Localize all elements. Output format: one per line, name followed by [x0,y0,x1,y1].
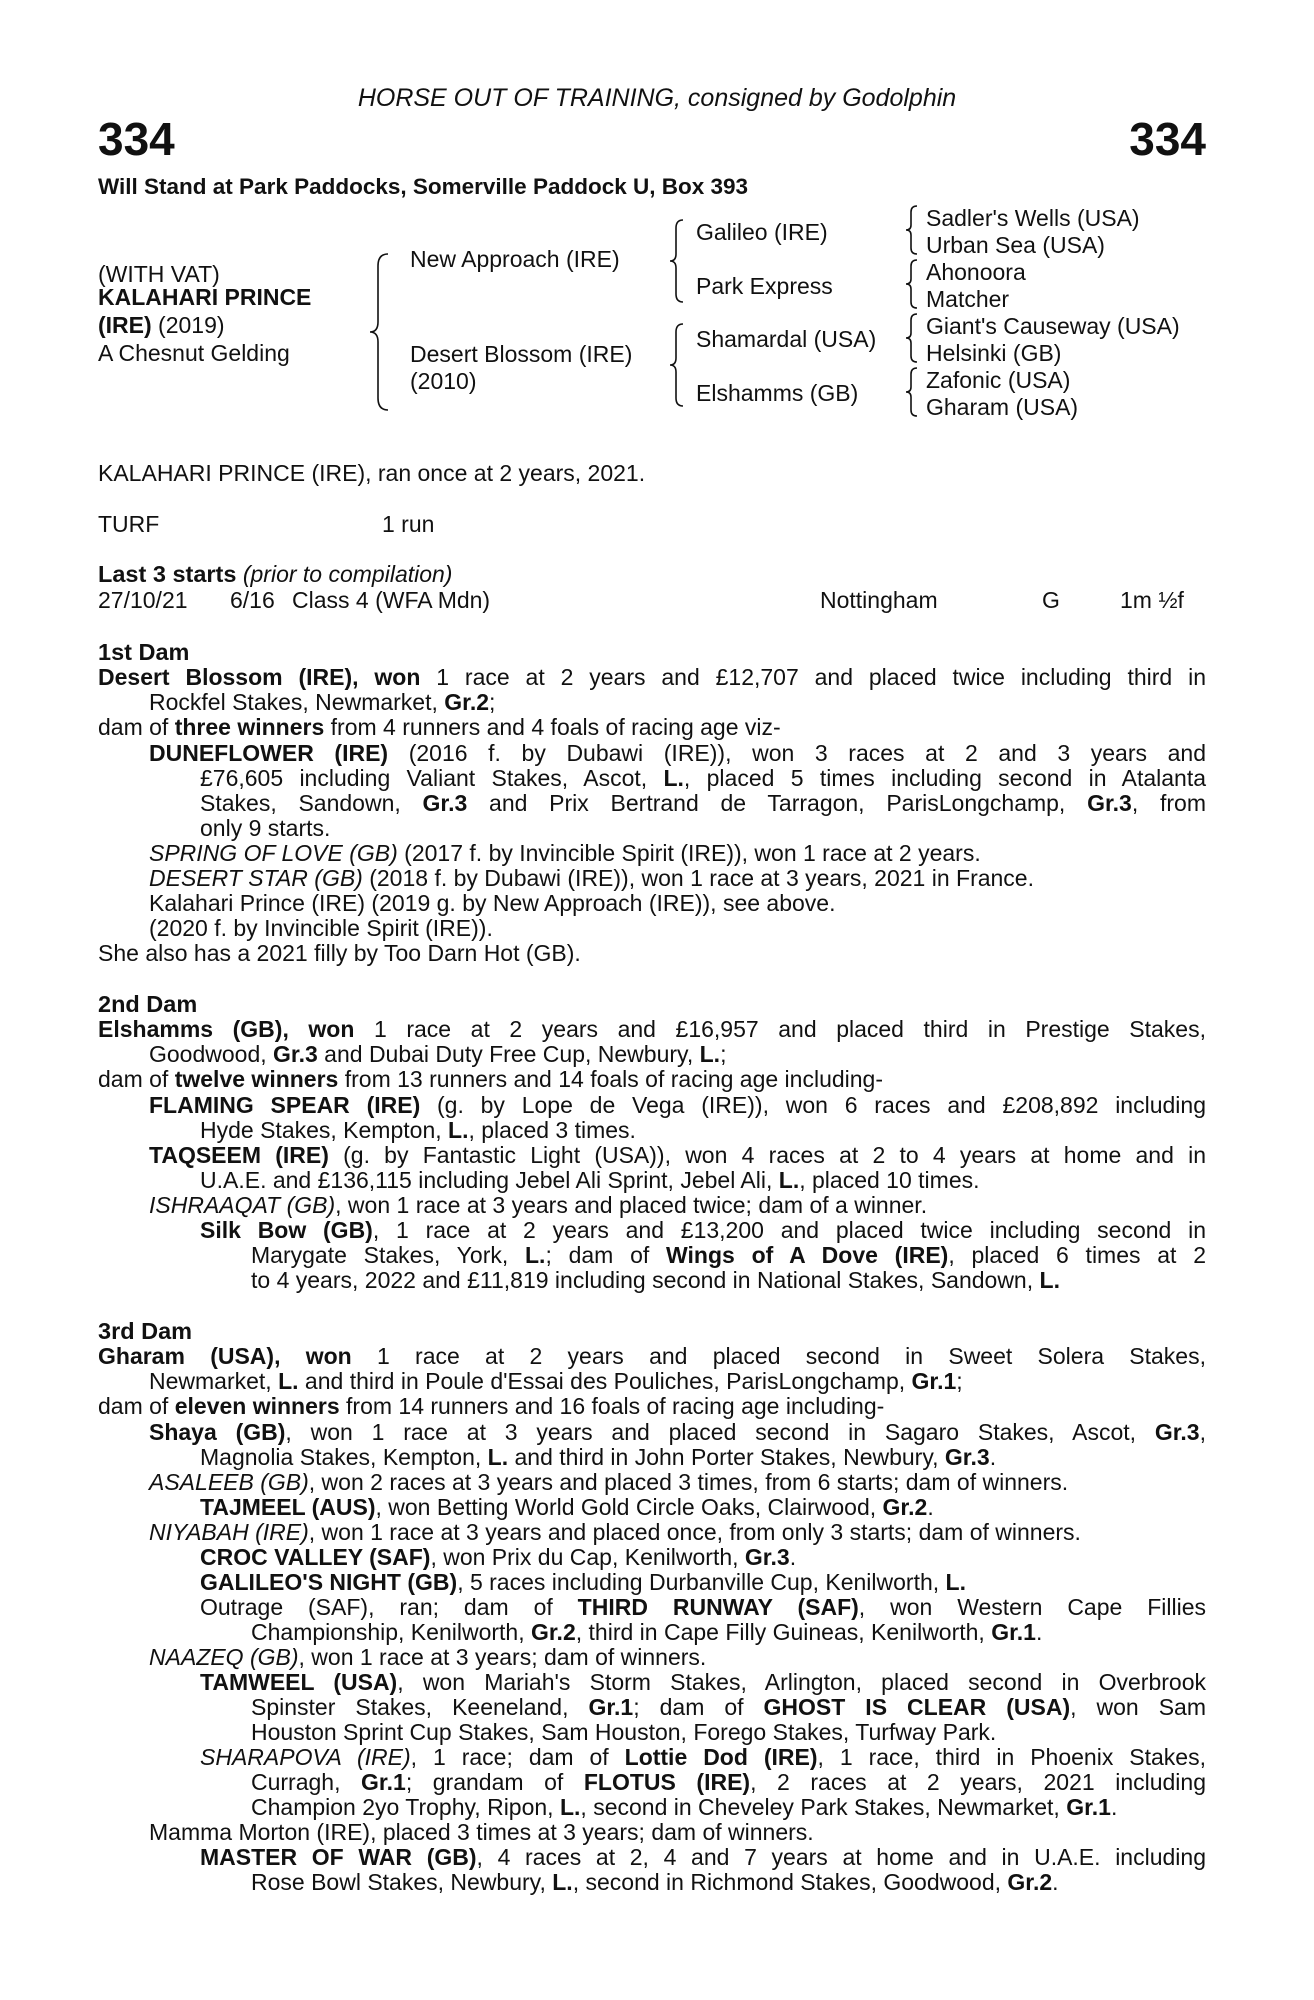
list-item: (2020 f. by Invincible Spirit (IRE)). [149,915,493,941]
horse-description: A Chesnut Gelding [98,340,290,366]
record-surface: TURF [98,511,160,537]
list-item: Rose Bowl Stakes, Newbury, L., second in Richmond Stakes, Goodwood, Gr.2. [251,1869,1059,1895]
start-course: Nottingham [820,587,938,613]
granddam-1: Urban Sea (USA) [926,232,1105,258]
brace-g2 [904,258,920,310]
list-item: DESERT STAR (GB) (2018 f. by Dubawi (IRE)), won 1 race at 3 years, 2021 in France. [149,865,1034,891]
dam-sire: Shamardal (USA) [696,326,877,352]
list-item: FLAMING SPEAR (IRE) (g. by Lope de Vega (IRE)), won 6 races and £208,892 including [149,1092,1206,1118]
list-item: TAQSEEM (IRE) (g. by Fantastic Light (USA)), won 4 races at 2 to 4 years at home and in [149,1142,1206,1168]
lot-number-left: 334 [98,113,175,165]
horse-name-suffix: (IRE) (2019) [98,312,225,338]
list-item: Shaya (GB), won 1 race at 3 years and placed second in Sagaro Stakes, Ascot, Gr.3, [149,1419,1206,1445]
grandsire-4: Zafonic (USA) [926,367,1071,393]
lot-number-right: 334 [1129,113,1206,165]
vat-note: (WITH VAT) [98,261,220,287]
list-item: MASTER OF WAR (GB), 4 races at 2, 4 and 7 years at home and in U.A.E. including [200,1844,1206,1870]
start-distance: 1m ½f [1120,587,1184,613]
brace-sire [668,218,686,304]
list-item: ASALEEB (GB), won 2 races at 3 years and placed 3 times, from 6 starts; dam of winners. [149,1469,1069,1495]
list-item: CROC VALLEY (SAF), won Prix du Cap, Kenilworth, Gr.3. [200,1544,797,1570]
dam: Desert Blossom (IRE) [410,341,633,367]
dam-line: Rockfel Stakes, Newmarket, Gr.2; [149,689,496,715]
list-item: She also has a 2021 filly by Too Darn Hot (GB). [98,940,581,966]
grandsire-2: Ahonoora [926,259,1026,285]
sire-dam: Park Express [696,273,833,299]
list-item: SHARAPOVA (IRE), 1 race; dam of Lottie Dod (IRE), 1 race, third in Phoenix Stakes, [200,1744,1206,1770]
list-item: TAMWEEL (USA), won Mariah's Storm Stakes, Arlington, placed second in Overbrook [200,1669,1206,1695]
grandsire-3: Giant's Causeway (USA) [926,313,1180,339]
granddam-2: Matcher [926,286,1010,312]
list-item: DUNEFLOWER (IRE) (2016 f. by Dubawi (IRE)), won 3 races at 2 and 3 years and [149,740,1206,766]
list-item: ISHRAAQAT (GB), won 1 race at 3 years and placed twice; dam of a winner. [149,1192,928,1218]
list-item: Kalahari Prince (IRE) (2019 g. by New Approach (IRE)), see above. [149,890,836,916]
start-position: 6/16 [230,587,275,613]
list-item: Mamma Morton (IRE), placed 3 times at 3 years; dam of winners. [149,1819,814,1845]
list-item: GALILEO'S NIGHT (GB), 5 races including Durbanville Cup, Kenilworth, L. [200,1569,966,1595]
dam-line: Gharam (USA), won 1 race at 2 years and placed second in Sweet Solera Stakes, [98,1343,1206,1369]
list-item: TAJMEEL (AUS), won Betting World Gold Circle Oaks, Clairwood, Gr.2. [200,1494,934,1520]
sire: New Approach (IRE) [410,246,620,272]
start-race: Class 4 (WFA Mdn) [292,587,491,613]
start-going: G [1042,587,1060,613]
list-item: to 4 years, 2022 and £11,819 including second in National Stakes, Sandown, L. [251,1267,1060,1293]
list-item: Curragh, Gr.1; grandam of FLOTUS (IRE), 2 races at 2 years, 2021 including [251,1769,1206,1795]
horse-name: KALAHARI PRINCE [98,284,312,310]
section-heading: 2nd Dam [98,991,198,1017]
dam-line: Desert Blossom (IRE), won 1 race at 2 years and £12,707 and placed twice including third in [98,664,1206,690]
list-item: Houston Sprint Cup Stakes, Sam Houston, Forego Stakes, Turfway Park. [251,1719,997,1745]
brace-g4 [904,366,920,418]
dam-year: (2010) [410,368,477,394]
list-item: £76,605 including Valiant Stakes, Ascot, L., placed 5 times including second in Atalanta [200,765,1207,791]
dam-line: Elshamms (GB), won 1 race at 2 years and £16,957 and placed third in Prestige Stakes, [98,1016,1206,1042]
section-heading: 3rd Dam [98,1318,193,1344]
list-item: Magnolia Stakes, Kempton, L. and third in John Porter Stakes, Newbury, Gr.3. [200,1444,997,1470]
list-item: only 9 starts. [200,815,331,841]
dam-line: dam of twelve winners from 13 runners and 14 foals of racing age including- [98,1066,883,1092]
sire-sire: Galileo (IRE) [696,219,828,245]
list-item: U.A.E. and £136,115 including Jebel Ali Sprint, Jebel Ali, L., placed 10 times. [200,1167,980,1193]
dam-line: dam of eleven winners from 14 runners and 16 foals of racing age including- [98,1393,885,1419]
granddam-4: Gharam (USA) [926,394,1079,420]
last-starts-heading: Last 3 starts (prior to compilation) [98,561,453,587]
dam-line: dam of three winners from 4 runners and 4 foals of racing age viz- [98,714,781,740]
section-heading: 1st Dam [98,639,190,665]
brace-g1 [904,204,920,256]
list-item: Silk Bow (GB), 1 race at 2 years and £13,200 and placed twice including second in [200,1217,1206,1243]
brace-main [368,252,392,412]
dam-dam: Elshamms (GB) [696,380,859,406]
list-item: Championship, Kenilworth, Gr.2, third in Cape Filly Guineas, Kenilworth, Gr.1. [251,1619,1043,1645]
race-summary: KALAHARI PRINCE (IRE), ran once at 2 years, 2021. [98,460,646,486]
grandsire-1: Sadler's Wells (USA) [926,205,1140,231]
list-item: NAAZEQ (GB), won 1 race at 3 years; dam of winners. [149,1644,707,1670]
record-runs: 1 run [382,511,435,537]
consignment-title: HORSE OUT OF TRAINING, consigned by Godolphin [357,84,957,112]
list-item: Marygate Stakes, York, L.; dam of Wings of A Dove (IRE), placed 6 times at 2 [251,1242,1206,1268]
list-item: Spinster Stakes, Keeneland, Gr.1; dam of GHOST IS CLEAR (USA), won Sam [251,1694,1207,1720]
brace-g3 [904,312,920,364]
start-date: 27/10/21 [98,587,188,613]
granddam-3: Helsinki (GB) [926,340,1062,366]
list-item: Outrage (SAF), ran; dam of THIRD RUNWAY (SAF), won Western Cape Fillies [200,1594,1206,1620]
list-item: Champion 2yo Trophy, Ripon, L., second in Cheveley Park Stakes, Newmarket, Gr.1. [251,1794,1118,1820]
stand-location: Will Stand at Park Paddocks, Somerville Paddock U, Box 393 [98,174,749,199]
brace-dam [668,322,686,408]
dam-line: Newmarket, L. and third in Poule d'Essai des Pouliches, ParisLongchamp, Gr.1; [149,1368,963,1394]
list-item: Stakes, Sandown, Gr.3 and Prix Bertrand de Tarragon, ParisLongchamp, Gr.3, from [200,790,1206,816]
list-item: NIYABAH (IRE), won 1 race at 3 years and placed once, from only 3 starts; dam of winners. [149,1519,1081,1545]
dam-line: Goodwood, Gr.3 and Dubai Duty Free Cup, Newbury, L.; [149,1041,727,1067]
list-item: SPRING OF LOVE (GB) (2017 f. by Invincible Spirit (IRE)), won 1 race at 2 years. [149,840,981,866]
list-item: Hyde Stakes, Kempton, L., placed 3 times. [200,1117,636,1143]
